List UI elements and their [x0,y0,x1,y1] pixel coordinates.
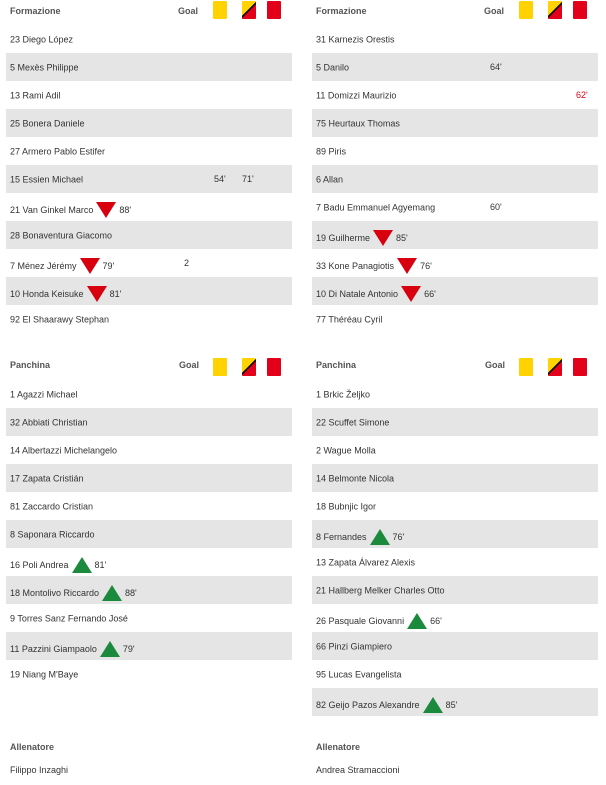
player-row [6,165,292,193]
player-row [6,81,292,109]
player-name [10,613,128,624]
player-name [316,202,435,213]
player-name-text: 81 Zaccardo Cristian [10,501,94,512]
player-name-text: 89 Piris [316,146,347,157]
section-title: Formazione [316,6,367,16]
player-name-text: 18 Montolivo Riccardo [10,588,100,598]
player-name-text: 92 El Shaarawy Stephan [10,314,110,325]
player-row [312,81,598,109]
red-card-minute: 62' [576,90,588,100]
player-row [6,660,292,688]
player-name-text: 77 Théréau Cyril [316,314,383,325]
player-name-text: 21 Van Ginkel Marco [10,205,94,215]
substitution-in [102,585,137,601]
substitution-minute: 81' [94,560,107,570]
red-card-icon [267,358,281,376]
substitution-in [407,613,442,629]
player-row [6,464,292,492]
player-name-text: 8 Fernandes [316,532,367,542]
red-card-icon [573,358,587,376]
player-row [6,408,292,436]
player-name [10,202,131,218]
player-name [10,62,79,73]
substitution-minute: 85' [445,700,458,710]
player-row [312,193,598,221]
home-starters-list [6,25,292,333]
player-name [316,118,400,129]
player-name-text: 25 Bonera Daniele [10,118,85,129]
substitution-out-icon [87,286,107,302]
player-name [10,34,73,45]
player-name-text: 15 Essien Michael [10,174,84,185]
home-lineup-header [6,0,292,25]
player-row [312,165,598,193]
coach-title: Allenatore [316,742,361,752]
player-name-text: 6 Allan [316,174,344,185]
player-name-text: 21 Hallberg Melker Charles Otto [316,585,445,596]
player-name-text: 26 Pasquale Giovanni [316,616,405,626]
player-row [6,193,292,221]
player-row [312,688,598,716]
home-bench [6,348,292,688]
substitution-in [100,641,135,657]
substitution-minute: 66' [430,616,442,626]
player-name-text: 5 Danilo [316,62,350,73]
substitution-minute: 85' [396,233,408,243]
player-name [316,613,442,629]
player-name [10,669,78,680]
substitution-minute: 76' [392,532,405,542]
substitution-in [423,697,458,713]
coach-title: Allenatore [10,742,55,752]
player-row [6,53,292,81]
player-row [312,660,598,688]
player-name-text: 75 Heurtaux Thomas [316,118,400,129]
substitution-minute: 88' [119,205,132,215]
player-name-text: 2 Wague Molla [316,445,376,456]
section-title: Formazione [10,6,61,16]
substitution-out-icon [96,202,116,218]
player-name-text: 11 Pazzini Giampaolo [10,644,97,654]
player-name-text: 7 Ménez Jérémy [10,261,77,271]
player-name-text: 5 Mexès Philippe [10,62,79,73]
away-lineup [312,0,598,333]
player-name [316,557,415,568]
substitution-minute: 66' [424,289,436,299]
player-name-text: 8 Saponara Riccardo [10,529,95,540]
player-row [312,632,598,660]
player-row [6,520,292,548]
player-name [316,258,432,274]
player-row [6,137,292,165]
substitution-in-icon [100,641,120,657]
substitution-minute: 76' [420,261,432,271]
player-row [312,109,598,137]
player-row [6,492,292,520]
player-row [312,380,598,408]
player-name [316,389,370,400]
substitution-out [87,286,122,302]
substitution-out [96,202,131,218]
player-name-text: 1 Agazzi Michael [10,389,78,400]
substitution-minute: 79' [122,644,135,654]
player-name [10,174,83,185]
substitution-in-icon [423,697,443,713]
player-name-text: 82 Geijo Pazos Alexandre [316,700,420,710]
second-yellow-card-icon [242,1,256,19]
player-row [6,548,292,576]
away-bench-list [312,380,598,716]
player-name-text: 11 Domizzi Maurizio [316,90,397,101]
yellow-card-icon [213,358,227,376]
player-name [316,669,402,680]
substitution-minute: 79' [102,261,115,271]
player-name-text: 66 Pinzi Giampiero [316,641,393,652]
player-row [6,436,292,464]
yellow-card-icon [519,358,533,376]
player-name [10,529,95,540]
away-bench-header [312,348,598,380]
substitution-minute: 81' [109,289,122,299]
player-name-text: 7 Badu Emmanuel Agyemang [316,202,436,213]
player-row [6,576,292,604]
player-row [312,249,598,277]
player-name-text: 10 Di Natale Antonio [316,289,399,299]
substitution-out [401,286,436,302]
player-name [10,389,78,400]
player-name-text: 31 Karnezis Orestis [316,34,395,45]
player-name [316,90,396,101]
home-lineup [6,0,292,333]
red-card-icon [267,1,281,19]
player-name-text: 10 Honda Keisuke [10,289,84,299]
player-name-text: 95 Lucas Evangelista [316,669,402,680]
player-name-text: 28 Bonaventura Giacomo [10,230,113,241]
player-row [312,604,598,632]
second-yellow-minute: 71' [242,174,254,184]
player-name [10,90,61,101]
coach-name: Filippo Inzaghi [10,765,69,775]
player-name [10,641,135,657]
player-name [10,585,137,601]
substitution-in-icon [102,585,122,601]
player-row [312,137,598,165]
player-name-text: 1 Brkic Željko [316,389,371,400]
substitution-out-icon [401,286,421,302]
substitution-in-icon [370,529,390,545]
player-name [316,473,394,484]
player-name-text: 33 Kone Panagiotis [316,261,395,271]
player-row [312,436,598,464]
player-name [316,585,445,596]
player-row [312,492,598,520]
goal-column-header: Goal [485,360,506,370]
substitution-out [80,258,115,274]
player-row [312,548,598,576]
player-name-text: 18 Bubnjic Igor [316,501,377,512]
yellow-card-minute: 54' [214,174,226,184]
player-name-text: 19 Niang M'Baye [10,669,79,680]
goal-column-header: Goal [179,360,200,370]
player-name [316,62,349,73]
player-row [312,520,598,548]
player-row [312,464,598,492]
player-name-text: 9 Torres Sanz Fernando José [10,613,128,624]
player-name-text: 27 Armero Pablo Estifer [10,146,106,157]
player-name [316,529,404,545]
player-name [10,258,114,274]
player-row [6,380,292,408]
player-name-text: 13 Zapata Álvarez Alexis [316,557,416,568]
player-row [312,305,598,333]
player-name [316,174,343,185]
goal-value: 64' [490,62,502,72]
player-name [10,146,105,157]
player-row [312,576,598,604]
player-name [316,445,376,456]
player-name [10,417,88,428]
player-name [316,286,436,302]
substitution-out [373,230,408,246]
player-row [312,408,598,436]
player-row [312,221,598,249]
player-name-text: 14 Albertazzi Michelangelo [10,445,118,456]
player-name [10,445,117,456]
player-name-text: 14 Belmonte Nicola [316,473,395,484]
player-row [6,109,292,137]
player-name [316,697,457,713]
player-row [6,604,292,632]
player-name-text: 23 Diego López [10,34,74,45]
away-bench [312,348,598,716]
player-name-text: 16 Poli Andrea [10,560,69,570]
coach-name: Andrea Stramaccioni [316,765,400,775]
substitution-in-icon [407,613,427,629]
player-name-text: 32 Abbiati Christian [10,417,88,428]
goal-column-header: Goal [178,6,199,16]
player-row [312,53,598,81]
player-name-text: 22 Scuffet Simone [316,417,390,428]
player-name [316,501,376,512]
section-title: Panchina [316,360,357,370]
player-row [6,632,292,660]
player-name [10,286,121,302]
red-card-icon [573,1,587,19]
player-name-text: 17 Zapata Cristián [10,473,84,484]
substitution-out [397,258,432,274]
player-name [10,118,85,129]
goal-value: 2 [184,258,190,268]
substitution-out-icon [373,230,393,246]
player-row [6,249,292,277]
second-yellow-card-icon [548,358,562,376]
yellow-card-icon [213,1,227,19]
substitution-in [72,557,107,573]
yellow-card-icon [519,1,533,19]
player-name [10,557,106,573]
player-name [316,641,392,652]
away-lineup-header [312,0,598,25]
player-name [316,230,408,246]
goal-value: 60' [490,202,502,212]
substitution-in [370,529,405,545]
section-title: Panchina [10,360,51,370]
player-name-text: 13 Rami Adil [10,90,61,101]
player-row [312,25,598,53]
substitution-minute: 88' [125,588,137,598]
goal-column-header: Goal [484,6,505,16]
player-row [312,277,598,305]
home-bench-header [6,348,292,380]
player-name [10,314,109,325]
player-row [6,25,292,53]
player-name [10,501,93,512]
player-name [316,146,346,157]
substitution-out-icon [80,258,100,274]
second-yellow-card-icon [242,358,256,376]
player-row [6,277,292,305]
home-bench-list [6,380,292,688]
player-name [10,230,112,241]
player-row [6,221,292,249]
player-name [316,34,395,45]
player-name [10,473,84,484]
substitution-in-icon [72,557,92,573]
substitution-out-icon [397,258,417,274]
away-starters-list [312,25,598,333]
player-row [6,305,292,333]
player-name [316,314,382,325]
second-yellow-card-icon [548,1,562,19]
player-name [316,417,389,428]
player-name-text: 19 Guilherme [316,233,371,243]
